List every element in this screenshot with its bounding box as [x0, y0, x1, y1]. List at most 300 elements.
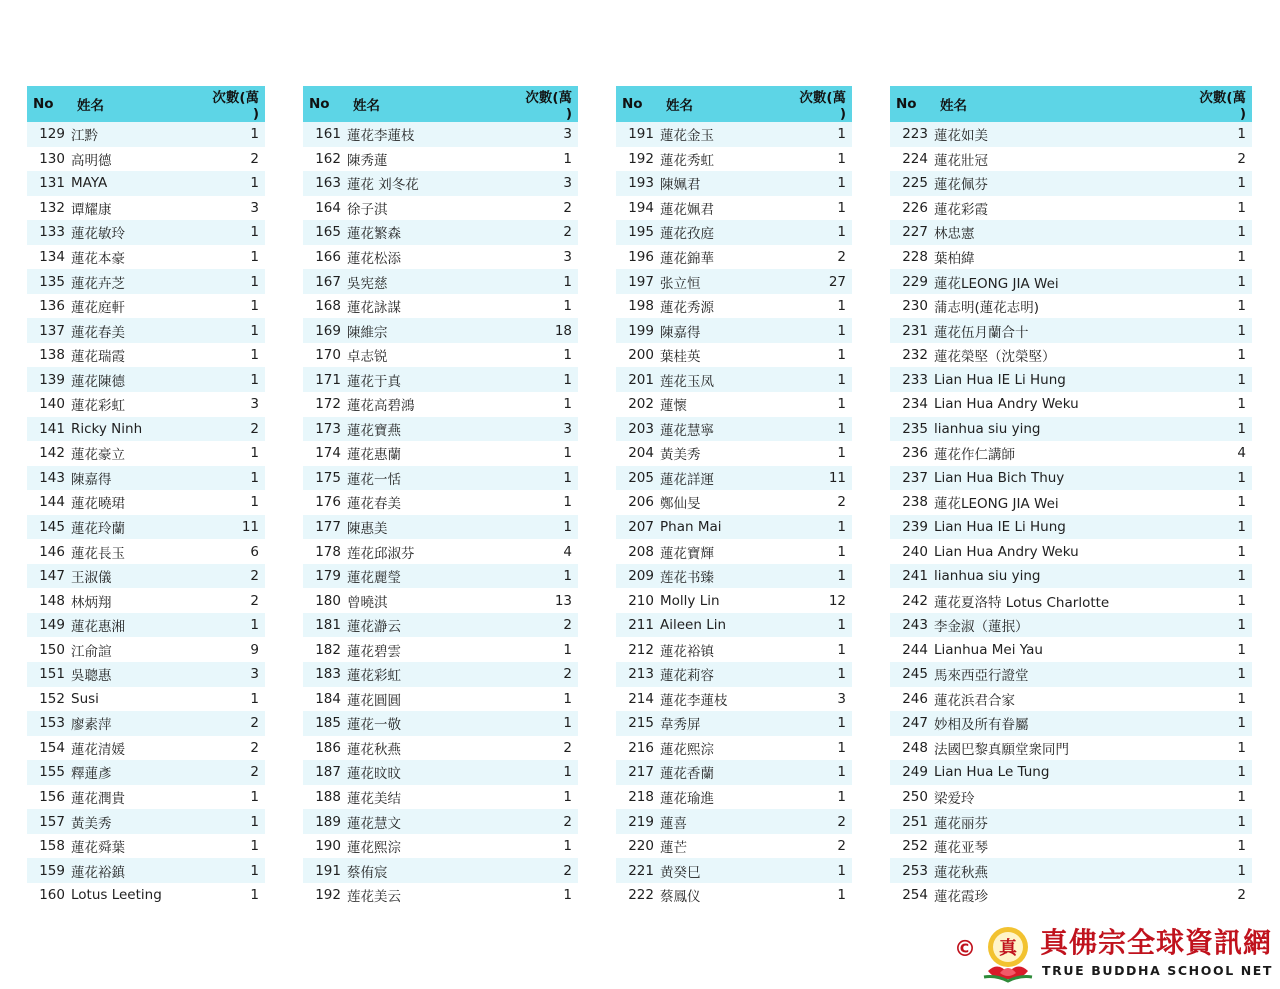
row-number: 136: [27, 294, 71, 319]
row-count: 1: [1192, 466, 1252, 491]
row-name: 蓮花豪立: [71, 441, 205, 466]
row-number: 147: [27, 564, 71, 589]
table-row: [303, 367, 578, 392]
row-count: 1: [205, 613, 265, 638]
row-number: 176: [303, 490, 347, 515]
row-name: 黃美秀: [71, 809, 205, 834]
row-name: Ricky Ninh: [71, 417, 205, 442]
table-row: [616, 466, 852, 491]
row-number: 242: [890, 588, 934, 613]
table-row: [27, 539, 265, 564]
row-name: 蓮花 刘冬花: [347, 171, 518, 196]
row-count: 1: [792, 318, 852, 343]
table-row: [303, 515, 578, 540]
row-count: 1: [1192, 343, 1252, 368]
row-name: 蓮花瑜進: [660, 785, 792, 810]
row-name: Lianhua Mei Yau: [934, 637, 1192, 662]
row-name: 蓮花彩霞: [934, 196, 1192, 221]
header-name: 姓名: [660, 86, 792, 122]
header-no: No: [303, 86, 347, 122]
row-number: 162: [303, 147, 347, 172]
row-count: 2: [792, 834, 852, 859]
row-name: 蓮花春美: [71, 318, 205, 343]
row-count: 1: [792, 122, 852, 147]
row-name: 韋秀屏: [660, 711, 792, 736]
table-header-row: [303, 86, 578, 122]
row-count: 1: [1192, 662, 1252, 687]
table-row: [27, 736, 265, 761]
row-count: 2: [792, 490, 852, 515]
table-row: [27, 515, 265, 540]
row-number: 253: [890, 858, 934, 883]
row-number: 189: [303, 809, 347, 834]
table-row: [616, 220, 852, 245]
row-name: 高明德: [71, 147, 205, 172]
row-name: 蓮花松添: [347, 245, 518, 270]
row-count: 3: [518, 171, 578, 196]
row-number: 244: [890, 637, 934, 662]
row-number: 182: [303, 637, 347, 662]
row-number: 221: [616, 858, 660, 883]
table-row: [303, 736, 578, 761]
row-count: 1: [518, 637, 578, 662]
row-name: Lian Hua IE Li Hung: [934, 515, 1192, 540]
row-number: 138: [27, 343, 71, 368]
row-number: 155: [27, 760, 71, 785]
row-name: 蓮花惠湘: [71, 613, 205, 638]
donor-table-1: [27, 86, 265, 908]
row-number: 170: [303, 343, 347, 368]
row-count: 1: [1192, 245, 1252, 270]
row-name: 陳嘉得: [660, 318, 792, 343]
row-name: 蓮花陳德: [71, 367, 205, 392]
row-name: 蓮花美结: [347, 785, 518, 810]
row-number: 250: [890, 785, 934, 810]
row-number: 201: [616, 367, 660, 392]
row-name: 蓮花亚琴: [934, 834, 1192, 859]
table-row: [27, 687, 265, 712]
row-name: 蓮花浜君合家: [934, 687, 1192, 712]
header-name: 姓名: [934, 86, 1192, 122]
row-name: 蓮花惠蘭: [347, 441, 518, 466]
table-row: [890, 760, 1252, 785]
table-row: [890, 318, 1252, 343]
row-number: 146: [27, 539, 71, 564]
row-count: 2: [518, 858, 578, 883]
row-count: 18: [518, 318, 578, 343]
table-row: [303, 269, 578, 294]
table-row: [27, 392, 265, 417]
row-number: 177: [303, 515, 347, 540]
row-count: 1: [792, 883, 852, 908]
table-row: [616, 785, 852, 810]
brand-tagline: TRUE BUDDHA SCHOOL NET: [1042, 963, 1274, 978]
row-number: 187: [303, 760, 347, 785]
row-count: 1: [518, 147, 578, 172]
header-no: No: [890, 86, 934, 122]
table-row: [27, 490, 265, 515]
table-row: [27, 245, 265, 270]
table-row: [890, 392, 1252, 417]
table-row: [616, 858, 852, 883]
row-count: 2: [792, 809, 852, 834]
row-count: 1: [1192, 196, 1252, 221]
table-row: [27, 318, 265, 343]
table-row: [616, 294, 852, 319]
row-count: 1: [792, 785, 852, 810]
row-number: 134: [27, 245, 71, 270]
row-number: 198: [616, 294, 660, 319]
row-number: 186: [303, 736, 347, 761]
row-count: 1: [1192, 294, 1252, 319]
row-count: 1: [205, 367, 265, 392]
row-name: Molly Lin: [660, 588, 792, 613]
row-name: MAYA: [71, 171, 205, 196]
row-name: Susi: [71, 687, 205, 712]
row-count: 1: [1192, 785, 1252, 810]
row-name: 法國巴黎真願堂衆同門: [934, 736, 1192, 761]
row-number: 205: [616, 466, 660, 491]
row-number: 135: [27, 269, 71, 294]
row-number: 149: [27, 613, 71, 638]
row-name: 张立恒: [660, 269, 792, 294]
row-count: 1: [518, 687, 578, 712]
row-count: 2: [205, 564, 265, 589]
row-name: 蓮芒: [660, 834, 792, 859]
row-count: 1: [792, 760, 852, 785]
row-count: 3: [792, 687, 852, 712]
table-row: [303, 711, 578, 736]
row-number: 243: [890, 613, 934, 638]
row-count: 1: [1192, 637, 1252, 662]
table-row: [616, 637, 852, 662]
row-name: 蓮花本豪: [71, 245, 205, 270]
row-number: 185: [303, 711, 347, 736]
row-number: 207: [616, 515, 660, 540]
header-count: 次數(萬 ): [792, 86, 852, 122]
row-name: 蓮花旼旼: [347, 760, 518, 785]
row-number: 228: [890, 245, 934, 270]
row-name: 蓮花詠謀: [347, 294, 518, 319]
row-count: 6: [205, 539, 265, 564]
row-name: 蓮花庭軒: [71, 294, 205, 319]
row-number: 227: [890, 220, 934, 245]
table-row: [616, 171, 852, 196]
table-row: [27, 785, 265, 810]
row-name: 蓮花春美: [347, 490, 518, 515]
row-number: 254: [890, 883, 934, 908]
table-row: [616, 147, 852, 172]
row-count: 1: [205, 171, 265, 196]
row-number: 246: [890, 687, 934, 712]
row-count: 1: [518, 564, 578, 589]
row-number: 157: [27, 809, 71, 834]
row-name: 蓮花詳運: [660, 466, 792, 491]
row-number: 208: [616, 539, 660, 564]
row-count: 1: [518, 785, 578, 810]
row-count: 3: [518, 122, 578, 147]
table-row: [890, 613, 1252, 638]
row-number: 249: [890, 760, 934, 785]
row-number: 236: [890, 441, 934, 466]
row-number: 171: [303, 367, 347, 392]
row-count: 1: [205, 122, 265, 147]
row-count: 1: [518, 392, 578, 417]
row-number: 191: [616, 122, 660, 147]
row-count: 1: [205, 466, 265, 491]
row-name: 陳惠美: [347, 515, 518, 540]
table-row: [616, 245, 852, 270]
row-number: 130: [27, 147, 71, 172]
row-number: 166: [303, 245, 347, 270]
row-count: 1: [792, 662, 852, 687]
row-count: 1: [518, 760, 578, 785]
table-row: [890, 687, 1252, 712]
row-number: 181: [303, 613, 347, 638]
row-name: Lian Hua Andry Weku: [934, 392, 1192, 417]
row-count: 27: [792, 269, 852, 294]
row-number: 237: [890, 466, 934, 491]
table-row: [27, 466, 265, 491]
row-count: 1: [1192, 269, 1252, 294]
row-count: 1: [1192, 736, 1252, 761]
table-row: [890, 564, 1252, 589]
row-name: 蓮花慧文: [347, 809, 518, 834]
row-count: 2: [205, 588, 265, 613]
table-row: [890, 343, 1252, 368]
row-count: 2: [205, 760, 265, 785]
row-name: 蓮花金玉: [660, 122, 792, 147]
row-name: 蓮花李蓮枝: [660, 687, 792, 712]
row-number: 202: [616, 392, 660, 417]
row-name: Lian Hua Andry Weku: [934, 539, 1192, 564]
row-name: 蓮花錦華: [660, 245, 792, 270]
row-number: 210: [616, 588, 660, 613]
row-name: 蓮花一敬: [347, 711, 518, 736]
table-row: [303, 809, 578, 834]
row-number: 209: [616, 564, 660, 589]
row-name: 江黔: [71, 122, 205, 147]
row-number: 141: [27, 417, 71, 442]
row-count: 1: [1192, 834, 1252, 859]
table-row: [616, 809, 852, 834]
table-row: [27, 417, 265, 442]
table-row: [616, 417, 852, 442]
row-name: 李金淑（蓮抿）: [934, 613, 1192, 638]
row-number: 245: [890, 662, 934, 687]
table-row: [890, 171, 1252, 196]
table-row: [27, 441, 265, 466]
table-row: [27, 367, 265, 392]
header-name: 姓名: [347, 86, 518, 122]
row-name: 莲花邱淑芬: [347, 539, 518, 564]
row-number: 247: [890, 711, 934, 736]
table-row: [27, 269, 265, 294]
row-number: 144: [27, 490, 71, 515]
row-count: 1: [792, 367, 852, 392]
site-footer: [954, 923, 1274, 985]
table-row: [890, 441, 1252, 466]
row-number: 192: [303, 883, 347, 908]
row-count: 1: [518, 466, 578, 491]
row-name: 蓮花圓圓: [347, 687, 518, 712]
table-row: [303, 343, 578, 368]
row-name: 蓮花榮堅（沈榮堅）: [934, 343, 1192, 368]
table-row: [303, 760, 578, 785]
row-count: 2: [205, 736, 265, 761]
row-name: 蓮花霞珍: [934, 883, 1192, 908]
table-row: [616, 343, 852, 368]
row-count: 1: [792, 196, 852, 221]
table-row: [616, 367, 852, 392]
row-number: 216: [616, 736, 660, 761]
row-number: 214: [616, 687, 660, 712]
row-name: 曾曉淇: [347, 588, 518, 613]
row-name: 蓮花LEONG JIA Wei: [934, 269, 1192, 294]
row-number: 213: [616, 662, 660, 687]
table-row: [890, 367, 1252, 392]
row-count: 1: [1192, 392, 1252, 417]
row-count: 1: [1192, 711, 1252, 736]
row-name: 吳宪慈: [347, 269, 518, 294]
row-name: Lian Hua Bich Thuy: [934, 466, 1192, 491]
row-name: 蓮花作仁講師: [934, 441, 1192, 466]
row-number: 252: [890, 834, 934, 859]
row-name: 吳聰惠: [71, 662, 205, 687]
table-header-row: [616, 86, 852, 122]
row-count: 1: [1192, 858, 1252, 883]
table-row: [303, 662, 578, 687]
table-row: [890, 245, 1252, 270]
row-count: 1: [518, 367, 578, 392]
row-count: 1: [792, 147, 852, 172]
row-name: lianhua siu ying: [934, 417, 1192, 442]
row-number: 241: [890, 564, 934, 589]
row-number: 142: [27, 441, 71, 466]
row-name: Lian Hua Le Tung: [934, 760, 1192, 785]
row-count: 1: [205, 294, 265, 319]
row-number: 199: [616, 318, 660, 343]
table-row: [303, 539, 578, 564]
row-number: 163: [303, 171, 347, 196]
row-number: 139: [27, 367, 71, 392]
table-row: [890, 809, 1252, 834]
row-name: 谭耀康: [71, 196, 205, 221]
header-count: 次數(萬 ): [1192, 86, 1252, 122]
row-count: 2: [1192, 883, 1252, 908]
row-name: 蓮花秋燕: [934, 858, 1192, 883]
row-count: 2: [205, 417, 265, 442]
row-number: 173: [303, 417, 347, 442]
row-name: 蓮花香蘭: [660, 760, 792, 785]
table-row: [890, 122, 1252, 147]
row-name: 妙相及所有眷屬: [934, 711, 1192, 736]
row-count: 1: [1192, 417, 1252, 442]
row-name: 蓮花裕鎮: [71, 858, 205, 883]
row-name: 葉柏緯: [934, 245, 1192, 270]
row-number: 132: [27, 196, 71, 221]
table-row: [616, 736, 852, 761]
row-count: 1: [518, 711, 578, 736]
table-row: [616, 539, 852, 564]
table-row: [890, 858, 1252, 883]
row-count: 13: [518, 588, 578, 613]
table-row: [616, 564, 852, 589]
row-count: 4: [518, 539, 578, 564]
row-name: 蓮花一恬: [347, 466, 518, 491]
row-count: 1: [792, 220, 852, 245]
row-count: 11: [792, 466, 852, 491]
row-count: 1: [792, 343, 852, 368]
table-row: [616, 711, 852, 736]
row-name: 蓮花夏洛特 Lotus Charlotte: [934, 588, 1192, 613]
table-row: [303, 834, 578, 859]
table-row: [890, 736, 1252, 761]
table-row: [303, 466, 578, 491]
header-count: 次數(萬 ): [205, 86, 265, 122]
table-row: [27, 294, 265, 319]
row-count: 1: [205, 490, 265, 515]
table-row: [890, 883, 1252, 908]
table-row: [616, 760, 852, 785]
row-count: 1: [792, 637, 852, 662]
row-count: 1: [1192, 318, 1252, 343]
row-count: 1: [792, 736, 852, 761]
row-count: 1: [205, 687, 265, 712]
table-row: [303, 883, 578, 908]
row-number: 197: [616, 269, 660, 294]
table-row: [616, 269, 852, 294]
row-name: 蓮花長玉: [71, 539, 205, 564]
row-count: 1: [1192, 687, 1252, 712]
row-count: 4: [1192, 441, 1252, 466]
row-count: 2: [518, 196, 578, 221]
row-name: 蓮花壯冠: [934, 147, 1192, 172]
row-name: 蓮花彩虹: [347, 662, 518, 687]
row-name: 陳維宗: [347, 318, 518, 343]
row-number: 232: [890, 343, 934, 368]
row-name: 陳姵君: [660, 171, 792, 196]
row-count: 2: [205, 711, 265, 736]
row-count: 1: [1192, 539, 1252, 564]
row-number: 231: [890, 318, 934, 343]
row-name: 蓮花秀虹: [660, 147, 792, 172]
row-name: 蓮花瀞云: [347, 613, 518, 638]
row-name: 葉桂英: [660, 343, 792, 368]
row-name: 梁爱玲: [934, 785, 1192, 810]
row-name: 蓮花丽芬: [934, 809, 1192, 834]
row-number: 223: [890, 122, 934, 147]
table-header-row: [27, 86, 265, 122]
row-name: 蓮花彩虹: [71, 392, 205, 417]
header-name: 姓名: [71, 86, 205, 122]
row-name: 黄癸巳: [660, 858, 792, 883]
row-count: 2: [518, 662, 578, 687]
table-row: [616, 196, 852, 221]
row-count: 1: [205, 785, 265, 810]
row-number: 200: [616, 343, 660, 368]
donor-table-2: [303, 86, 578, 908]
row-number: 137: [27, 318, 71, 343]
row-name: 蓮花玲蘭: [71, 515, 205, 540]
row-number: 184: [303, 687, 347, 712]
row-number: 179: [303, 564, 347, 589]
row-count: 1: [1192, 564, 1252, 589]
row-count: 1: [792, 613, 852, 638]
table-row: [27, 883, 265, 908]
table-row: [890, 588, 1252, 613]
row-count: 1: [205, 220, 265, 245]
